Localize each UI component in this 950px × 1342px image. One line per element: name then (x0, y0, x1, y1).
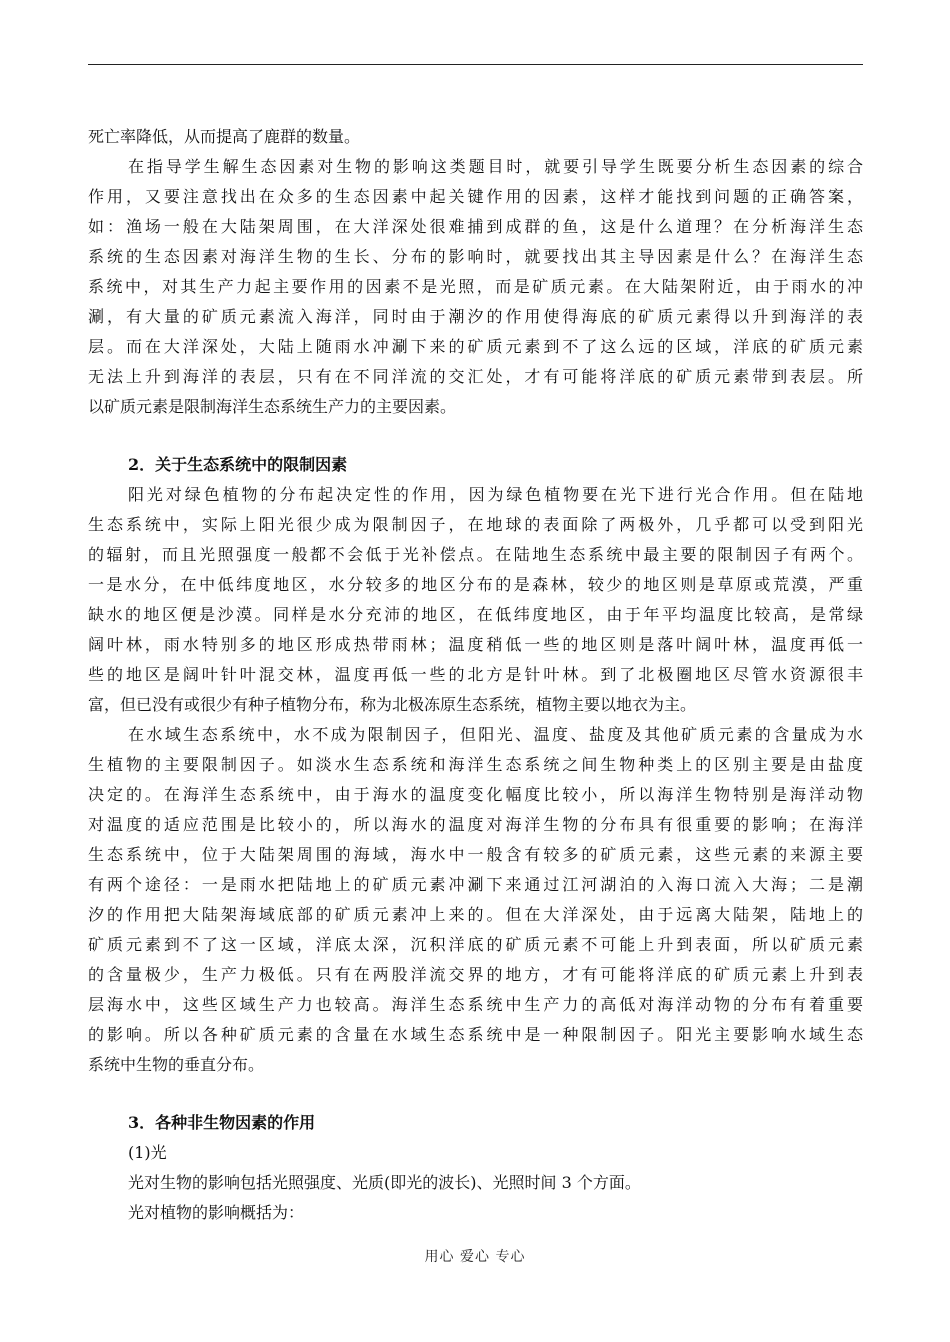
page-footer: 用心 爱心 专心 (424, 1249, 526, 1265)
paragraph-line: 光对植物的影响概括为： (128, 1203, 305, 1222)
subsection-heading: (1)光 (128, 1143, 167, 1162)
paragraph-line: 层。而在大洋深处，大陆上随雨水冲涮下来的矿质元素到不了这么远的区域，洋底的矿质元素 (88, 337, 863, 356)
paragraph-line: 汐的作用把大陆架海域底部的矿质元素冲上来的。但在大洋深处，由于远离大陆架，陆地上的 (88, 905, 863, 924)
paragraph-line: 在指导学生解生态因素对生物的影响这类题目时，就要引导学生既要分析生态因素的综合 (128, 157, 863, 176)
section-heading: 3．各种非生物因素的作用 (128, 1113, 316, 1132)
paragraph-line: 系统中，对其生产力起主要作用的因素不是光照，而是矿质元素。在大陆架附近，由于雨水的冲 (88, 277, 863, 296)
paragraph-line: 系统中生物的垂直分布。 (88, 1055, 265, 1074)
paragraph-line: 层海水中，这些区域生产力也较高。海洋生态系统中生产力的高低对海洋动物的分布有着重要 (88, 995, 863, 1014)
paragraph-line: 无法上升到海洋的表层，只有在不同洋流的交汇处，才有可能将洋底的矿质元素带到表层。所 (88, 367, 863, 386)
paragraph-line: 富，但已没有或很少有种子植物分布，称为北极冻原生态系统，植物主要以地衣为主。 (88, 695, 697, 714)
document-body (88, 122, 863, 1228)
paragraph-line: 生植物的主要限制因子。如淡水生态系统和海洋生态系统之间生物种类上的区别主要是由盐度 (88, 755, 863, 774)
paragraph-line: 矿质元素到不了这一区域，洋底太深，沉积洋底的矿质元素不可能上升到表面，所以矿质元素 (88, 935, 863, 954)
paragraph-line: 的辐射，而且光照强度一般都不会低于光补偿点。在陆地生态系统中最主要的限制因子有两个。 (88, 545, 863, 564)
paragraph-line: 缺水的地区便是沙漠。同样是水分充沛的地区，在低纬度地区，由于年平均温度比较高，是常绿 (88, 605, 863, 624)
paragraph-line: 系统的生态因素对海洋生物的生长、分布的影响时，就要找出其主导因素是什么？在海洋生态 (88, 247, 863, 266)
paragraph-line: 些的地区是阔叶针叶混交林，温度再低一些的北方是针叶林。到了北极圈地区尽管水资源很丰 (88, 665, 863, 684)
paragraph-line: 涮，有大量的矿质元素流入海洋，同时由于潮汐的作用使得海底的矿质元素得以升到海洋的表 (88, 307, 863, 326)
paragraph-line: 如：渔场一般在大陆架周围，在大洋深处很难捕到成群的鱼，这是什么道理？在分析海洋生态 (88, 217, 863, 236)
paragraph-line: 对温度的适应范围是比较小的，所以海水的温度对海洋生物的分布具有很重要的影响；在海洋 (88, 815, 863, 834)
section-heading: 2．关于生态系统中的限制因素 (128, 455, 348, 474)
paragraph-line: 生态系统中，实际上阳光很少成为限制因子，在地球的表面除了两极外，几乎都可以受到阳光 (88, 515, 863, 534)
paragraph-line: 在水域生态系统中，水不成为限制因子，但阳光、温度、盐度及其他矿质元素的含量成为水 (128, 725, 863, 744)
paragraph-line: 作用，又要注意找出在众多的生态因素中起关键作用的因素，这样才能找到问题的正确答案， (88, 187, 863, 206)
paragraph-line: 决定的。在海洋生态系统中，由于海水的温度变化幅度比较小，所以海洋生物特别是海洋动物 (88, 785, 863, 804)
paragraph-line: 以矿质元素是限制海洋生态系统生产力的主要因素。 (88, 397, 457, 416)
paragraph-line: 光对生物的影响包括光照强度、光质(即光的波长)、光照时间 3 个方面。 (128, 1173, 641, 1192)
paragraph-line: 的影响。所以各种矿质元素的含量在水域生态系统中是一种限制因子。阳光主要影响水域生态 (88, 1025, 863, 1044)
paragraph-line: 一是水分，在中低纬度地区，水分较多的地区分布的是森林，较少的地区则是草原或荒漠，严重 (88, 575, 863, 594)
header-rule (88, 64, 863, 65)
paragraph-line: 阔叶林，雨水特别多的地区形成热带雨林；温度稍低一些的地区则是落叶阔叶林，温度再低一 (88, 635, 863, 654)
section-spacer (88, 422, 863, 450)
paragraph-line: 生态系统中，位于大陆架周围的海域，海水中一般含有较多的矿质元素，这些元素的来源主要 (88, 845, 863, 864)
paragraph-line: 死亡率降低，从而提高了鹿群的数量。 (88, 127, 361, 146)
paragraph-line: 的含量极少，生产力极低。只有在两股洋流交界的地方，才有可能将洋底的矿质元素上升到表 (88, 965, 863, 984)
section-spacer (88, 1080, 863, 1108)
paragraph-line: 阳光对绿色植物的分布起决定性的作用，因为绿色植物要在光下进行光合作用。但在陆地 (128, 485, 863, 504)
paragraph-line: 有两个途径：一是雨水把陆地上的矿质元素冲涮下来通过江河湖泊的入海口流入大海；二是潮 (88, 875, 863, 894)
